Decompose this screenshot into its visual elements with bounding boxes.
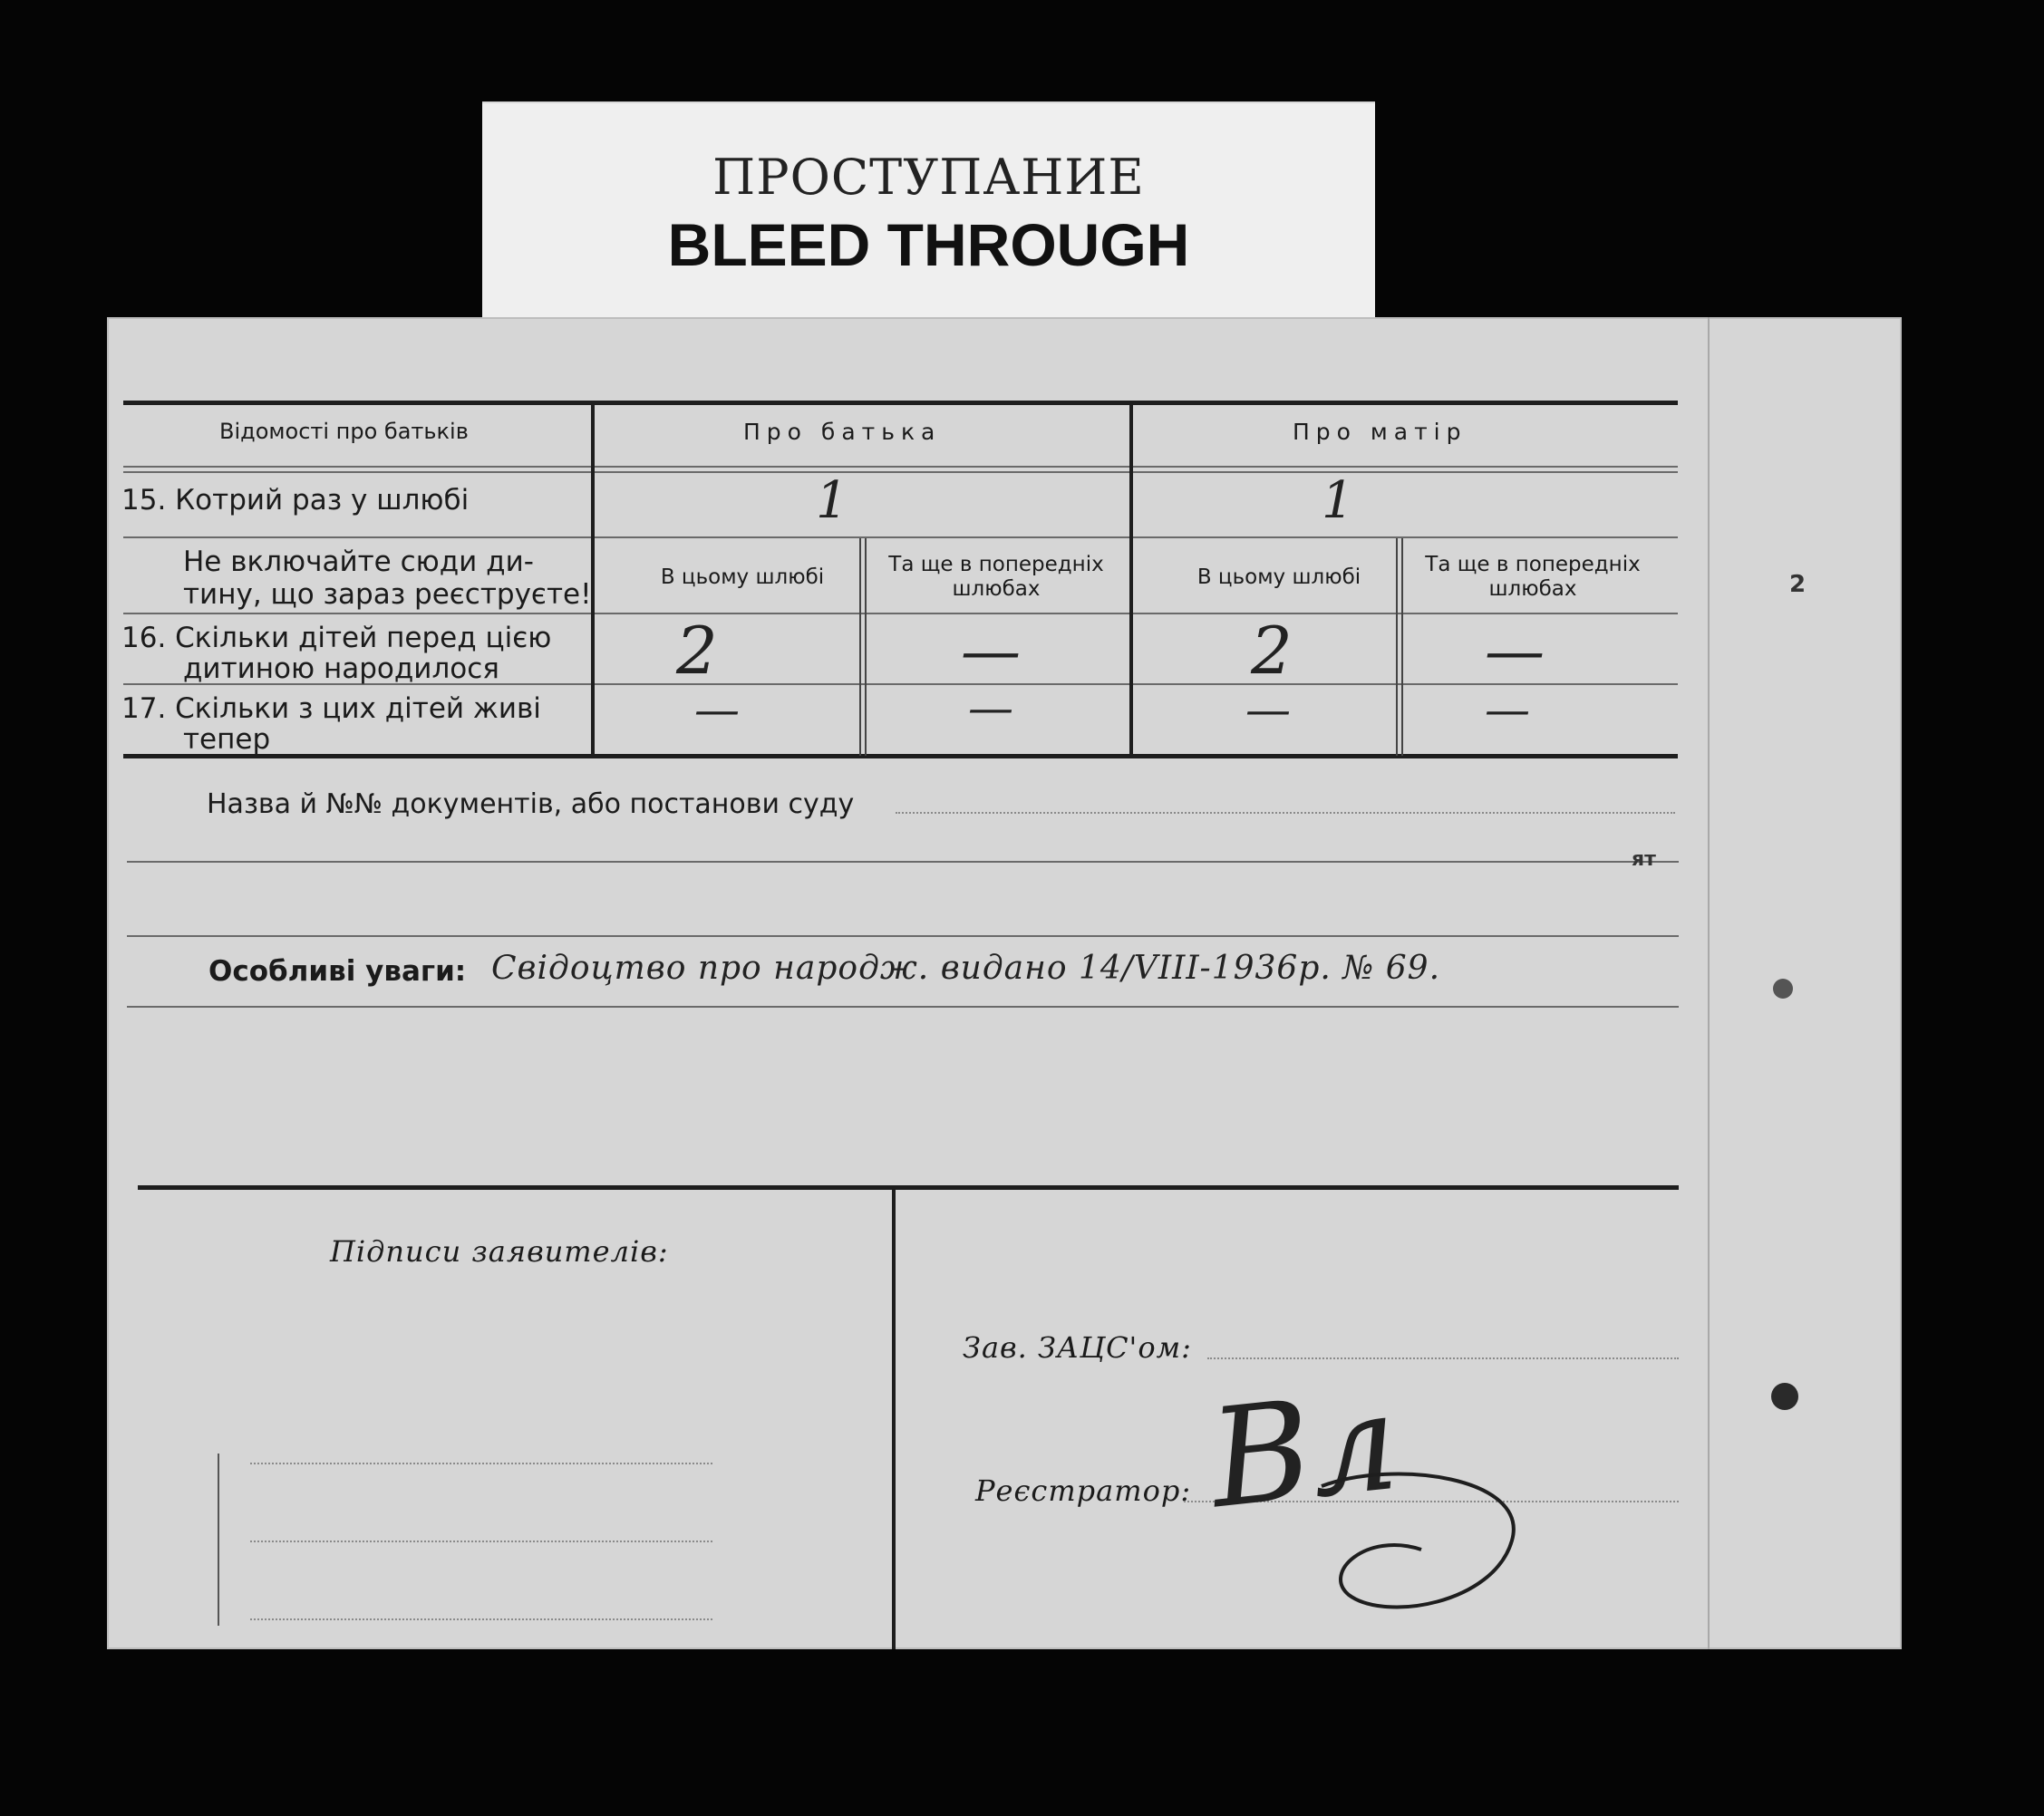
signature-top-rule [138,1185,1679,1190]
sub-prev-marriage-father-2: шлюбах [952,577,1041,601]
registrar-signature: Вл [1203,1362,1406,1540]
remarks-label: Особливі уваги: [208,955,467,988]
row17-mother-prev: — [1485,683,1530,736]
note-line-2: тину, що зараз реєструєте! [183,578,592,611]
documents-rule [127,861,1679,863]
applicants-signature-label: Підписи заявителів: [330,1234,669,1269]
remarks-rule [127,1006,1679,1008]
row16-label-2: дитиною народилося [183,652,499,685]
row17-father-this: — [694,683,740,736]
head-office-label: Зав. ЗАЦС'ом: [963,1330,1192,1365]
row16-father-prev: — [961,616,1021,686]
registrar-label: Реєстратор: [975,1473,1192,1508]
col-divider-mother-sub-2 [1401,538,1403,756]
row17-label-2: тепер [183,723,271,756]
row15-rule [123,536,1678,538]
applicants-line-3 [250,1618,712,1620]
header-mother: Про матір [1293,419,1468,445]
documents-rule-2 [127,935,1679,937]
record-form-page [107,317,1902,1649]
punch-hole [1771,1383,1798,1410]
header-parents-info: Відомості про батьків [219,419,469,444]
row15-mother-value: 1 [1322,471,1354,530]
table-bottom-rule [123,754,1678,758]
row15-father-value: 1 [816,471,848,530]
sub-prev-marriage-father-1: Та ще в попередніх [888,553,1104,576]
registrar-signature-flourish [1313,1468,1548,1649]
table-header-rule [123,466,1678,468]
row16-mother-prev: — [1485,616,1545,686]
head-office-line [1207,1357,1679,1359]
sub-this-marriage-mother: В цьому шлюбі [1196,565,1361,589]
row16-father-this: 2 [676,613,718,689]
table-header-rule-2 [123,471,1678,473]
col-divider-parents [591,402,595,756]
row16-label-1: 16. Скільки дітей перед цією [121,622,552,654]
applicants-bracket [218,1454,219,1626]
applicants-line-1 [250,1463,712,1464]
table-top-rule [123,401,1678,405]
slip-title-ru: ПРОСТУПАНИЕ [712,149,1145,206]
documents-fill-line [896,812,1675,814]
side-mark-text: ят [1632,848,1656,871]
page-fold-line [1708,317,1710,1649]
signature-divider [892,1187,896,1649]
col-divider-father [1129,402,1133,756]
sub-prev-marriage-mother-1: Та ще в попередніх [1425,553,1641,576]
row17-mother-this: — [1245,683,1291,736]
row17-label-1: 17. Скільки з цих дітей живі [121,692,541,725]
col-divider-mother-sub [1396,538,1398,756]
note-rule [123,613,1678,614]
documents-label: Назва й №№ документів, або постанови суду [207,788,855,820]
slip-title-en: BLEED THROUGH [667,211,1190,278]
row16-mother-this: 2 [1251,613,1293,689]
side-mark-2: 2 [1789,571,1807,598]
bleed-through-slip [482,101,1375,321]
punch-hole-2 [1773,979,1793,999]
col-divider-father-sub-2 [865,538,867,756]
applicants-line-2 [250,1541,712,1542]
sub-prev-marriage-mother-2: шлюбах [1488,577,1577,601]
col-divider-father-sub [859,538,861,756]
sub-this-marriage-father: В цьому шлюбі [660,565,825,589]
row17-father-prev: — [968,681,1013,734]
row15-label: 15. Котрий раз у шлюбі [121,484,470,517]
note-line-1: Не включайте сюди ди- [183,546,534,578]
remarks-value: Свідоцтво про народж. видано 14/VIII-1936р. № 69. [491,950,1441,987]
header-father: Про батька [743,419,942,445]
